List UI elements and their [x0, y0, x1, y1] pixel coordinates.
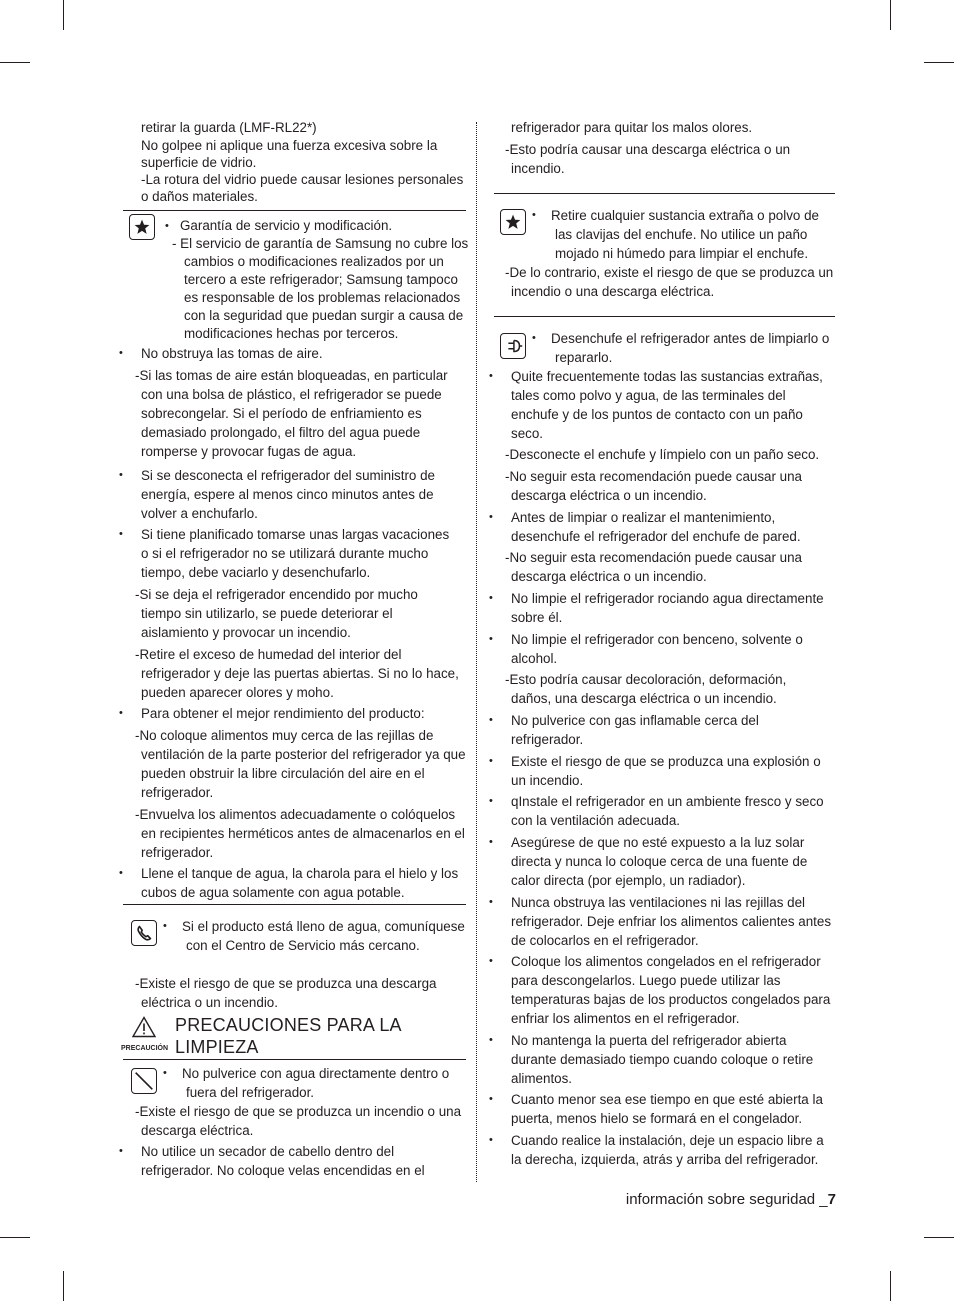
bullet-item: • No mantenga la puerta del refrigerador abierta durante demasiado tiempo cuando coloque o retire alimentos. — [511, 1031, 821, 1088]
sub-item: -No seguir esta recomendación puede causar una descarga eléctrica o un incendio. — [505, 469, 803, 503]
bullet-item: • No pulverice con agua directamente dentro o fuera del refrigerador. — [182, 1064, 470, 1102]
bullet-item: • Cuanto menor sea ese tiempo en que esté abierta la puerta, menos hielo se formará en el congelador. — [511, 1090, 835, 1128]
bullet-item: • Existe el riesgo de que se produzca una explosión o un incendio. — [511, 752, 835, 790]
sub-item: -Retire el exceso de humedad del interior del refrigerador y deje las puertas abiertas. Si no lo hace, pueden aparecer olores y moho. — [135, 647, 459, 700]
star-icon — [129, 214, 155, 240]
bullet-item: • Quite frecuentemente todas las sustancias extrañas, tales como polvo y agua, de las terminales del enchufe y de los puntos de contacto con un paño seco. — [511, 367, 835, 443]
bullet-item: • Si tiene planificado tomarse unas largas vacaciones o si el refrigerador no se utilizará durante mucho tiempo, debe vaciarlo y desenchufarlo. — [141, 525, 451, 582]
crop-mark — [0, 1237, 30, 1238]
bullet-item: • Coloque los alimentos congelados en el refrigerador para descongelarlos. Luego puede utilizar las temperaturas bajas de los productos congelados para enfriar los alimentos en el refrigerador. — [511, 952, 835, 1028]
bullet-item: • Antes de limpiar o realizar el mantenimiento, desenchufe el refrigerador del enchufe de pared. — [511, 508, 821, 546]
sub-item: -Esto podría causar una descarga eléctrica o un incendio. — [505, 142, 791, 176]
paragraph: -La rotura del vidrio puede causar lesiones personales o daños materiales. — [141, 172, 464, 204]
section-rule — [123, 904, 466, 905]
crop-mark — [0, 62, 30, 63]
warning-triangle-icon — [132, 1016, 156, 1038]
section-heading — [175, 1014, 402, 1058]
sub-item: -No seguir esta recomendación puede causar una descarga eléctrica o un incendio. — [505, 550, 803, 584]
sub-item: -Desconecte el enchufe y límpielo con un paño seco. — [505, 447, 820, 462]
crop-mark — [890, 1271, 891, 1301]
crop-mark — [63, 1271, 64, 1301]
bullet-item: • No utilice un secador de cabello dentro del refrigerador. No coloque velas encendidas en el — [141, 1142, 451, 1180]
crop-mark — [63, 0, 64, 30]
sub-item: -Esto podría causar decoloración, deformación, daños, una descarga eléctrica o un incendio. — [505, 672, 787, 706]
bullet-item: • No limpie el refrigerador con benceno, solvente o alcohol. — [511, 630, 821, 668]
prohibited-icon — [131, 1068, 157, 1094]
section-rule — [123, 210, 466, 211]
paragraph: retirar la guarda (LMF-RL22*) — [141, 120, 317, 135]
bullet-item: • Garantía de servicio y modificación. — [180, 217, 466, 235]
bullet-item: • Desenchufe el refrigerador antes de limpiarlo o repararlo. — [551, 329, 839, 367]
section-rule — [494, 316, 835, 317]
bullet-item: • No pulverice con gas inflamable cerca del refrigerador. — [511, 711, 821, 749]
bullet-item: • Llene el tanque de agua, la charola para el hielo y los cubos de agua solamente con agua potable. — [141, 864, 466, 902]
bullet-item: • Si se desconecta el refrigerador del suministro de energía, espere al menos cinco minutos antes de volver a enchufarlo. — [141, 466, 466, 523]
sub-item: -Existe el riesgo de que se produzca una descarga eléctrica o un incendio. — [135, 976, 437, 1010]
sub-item: -Si las tomas de aire están bloqueadas, en particular con una bolsa de plástico, el refrigerador se puede sobrecongelar. Si el período de enfriamiento es demasiado prolongado, el filtro del agua puede romperse y provocar fugas de agua. — [135, 368, 448, 459]
sub-item: -Envuelva los alimentos adecuadamente o colóquelos en recipientes herméticos antes de almacenarlos en el refrigerador. — [135, 807, 465, 860]
sub-item: -No coloque alimentos muy cerca de las rejillas de ventilación de la parte posterior del refrigerador ya que pueden obstruir la libre circulación del aire en el refrigerador. — [135, 728, 466, 800]
bullet-item: • Para obtener el mejor rendimiento del producto: — [141, 704, 466, 723]
crop-mark — [890, 0, 891, 30]
star-icon — [500, 209, 526, 235]
caution-label: PRECAUCIÓN — [121, 1045, 169, 1052]
paragraph: refrigerador para quitar los malos olores. — [511, 120, 753, 135]
bullet-item: • Si el producto está lleno de agua, comuníquese con el Centro de Servicio más cercano. — [182, 917, 470, 955]
footer-text: información sobre seguridad _ — [625, 1191, 828, 1208]
page-number: 7 — [827, 1191, 836, 1208]
sub-item: - El servicio de garantía de Samsung no cubre los cambios o modificaciones realizados por un tercero a este refrigerador; Samsung tampoco es responsable de los problemas relacionados con la seguridad que puedan surgir a causa de modificaciones hechas por terceros. — [172, 236, 469, 341]
bullet-item: • qInstale el refrigerador en un ambiente fresco y seco con la ventilación adecuada. — [511, 792, 835, 830]
page-footer — [626, 1191, 836, 1208]
sub-item: -Existe el riesgo de que se produzca un incendio o una descarga eléctrica. — [135, 1104, 462, 1138]
paragraph: No golpee ni aplique una fuerza excesiva sobre la superficie de vidrio. — [141, 138, 438, 170]
sub-item: -Si se deja el refrigerador encendido por mucho tiempo sin utilizarlo, se puede deteriorar el aislamiento y provocar un incendio. — [135, 587, 418, 640]
bullet-item: • No limpie el refrigerador rociando agua directamente sobre él. — [511, 589, 835, 627]
heading-line: PRECAUCIONES PARA LA — [175, 1015, 402, 1035]
crop-mark — [924, 62, 954, 63]
unplug-icon — [500, 333, 526, 359]
heading-line: LIMPIEZA — [175, 1037, 259, 1057]
sub-item: -De lo contrario, existe el riesgo de que se produzca un incendio o una descarga eléctrica. — [505, 265, 834, 299]
section-rule — [494, 193, 835, 194]
bullet-item: • No obstruya las tomas de aire. — [141, 344, 466, 363]
phone-icon — [131, 920, 157, 946]
bullet-item: • Retire cualquier sustancia extraña o polvo de las clavijas del enchufe. No utilice un paño mojado ni húmedo para limpiar el enchufe. — [551, 206, 839, 263]
bullet-item: • Cuando realice la instalación, deje un espacio libre a la derecha, izquierda, atrás y arriba del refrigerador. — [511, 1131, 835, 1169]
bullet-item: • Nunca obstruya las ventilaciones ni las rejillas del refrigerador. Deje enfriar los alimentos calientes antes de colocarlos en el refrigerador. — [511, 893, 835, 950]
crop-mark — [924, 1237, 954, 1238]
bullet-item: • Asegúrese de que no esté expuesto a la luz solar directa y nunca lo coloque cerca de una fuente de calor directa (por ejemplo, un radiador). — [511, 833, 821, 890]
section-rule — [123, 1059, 466, 1060]
column-divider — [476, 122, 477, 1182]
